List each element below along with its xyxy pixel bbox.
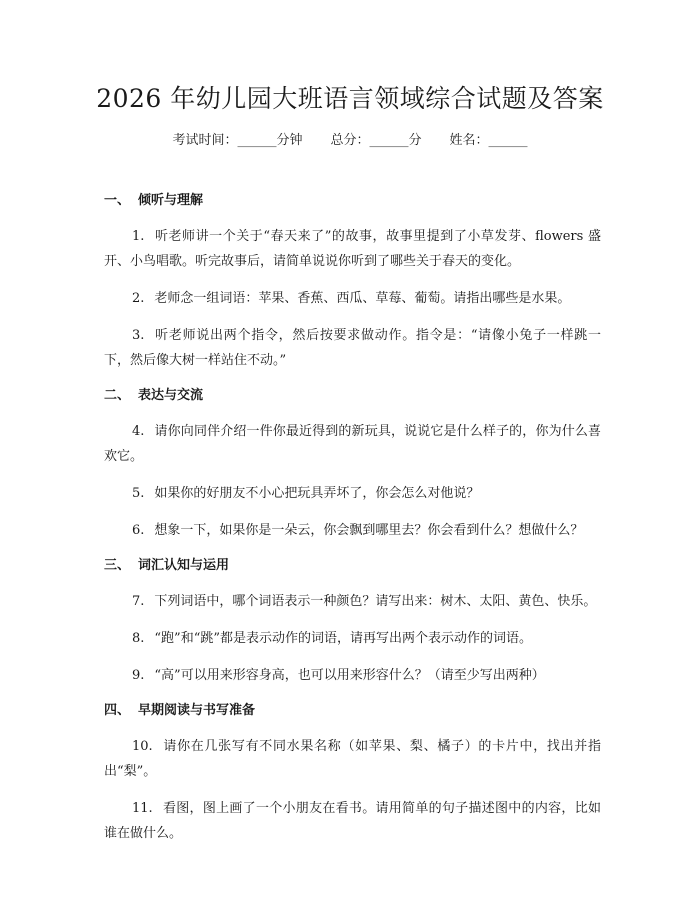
question-text: 请你在几张写有不同水果名称（如苹果、梨、橘子）的卡片中，找出并指出“梨”。 bbox=[104, 739, 601, 779]
section-number: 一、 bbox=[104, 193, 131, 208]
question-number: 8. bbox=[132, 631, 145, 646]
question-text: 听老师说出两个指令，然后按要求做动作。指令是：“请像小兔子一样跳一下，然后像大树一样站住不动。” bbox=[104, 328, 601, 368]
question-text: 老师念一组词语：苹果、香蕉、西瓜、草莓、葡萄。请指出哪些是水果。 bbox=[154, 291, 571, 306]
section-heading bbox=[104, 190, 601, 212]
question-text: “高”可以用来形容身高，也可以用来形容什么？（请至少写出两种） bbox=[154, 668, 545, 683]
question bbox=[104, 518, 601, 543]
question-text: 看图，图上画了一个小朋友在看书。请用简单的句子描述图中的内容，比如谁在做什么。 bbox=[104, 801, 601, 841]
question bbox=[104, 481, 601, 506]
section-heading bbox=[104, 385, 601, 407]
question bbox=[104, 419, 601, 469]
question bbox=[104, 589, 601, 614]
question-text: 想象一下，如果你是一朵云，你会飘到哪里去？你会看到什么？想做什么？ bbox=[154, 523, 584, 538]
section-number: 四、 bbox=[104, 703, 131, 718]
question bbox=[104, 323, 601, 373]
question bbox=[104, 734, 601, 784]
question bbox=[104, 796, 601, 846]
question-number: 3. bbox=[132, 328, 145, 343]
question bbox=[104, 286, 601, 311]
question-text: 听老师讲一个关于“春天来了”的故事，故事里提到了小草发芽、flowers 盛开、小鸟唱歌。听完故事后，请简单说说你听到了哪些关于春天的变化。 bbox=[104, 229, 601, 269]
question bbox=[104, 224, 601, 274]
exam-time-label: 考试时间：______分钟 bbox=[172, 133, 303, 148]
question-number: 1. bbox=[132, 229, 145, 244]
exam-content bbox=[104, 190, 601, 858]
question-number: 5. bbox=[132, 486, 145, 501]
question-number: 11. bbox=[132, 801, 153, 816]
student-name-label: 姓名：______ bbox=[449, 133, 528, 148]
question-number: 9. bbox=[132, 668, 145, 683]
question-text: “跑”和“跳”都是表示动作的词语，请再写出两个表示动作的词语。 bbox=[154, 631, 532, 646]
question-number: 2. bbox=[132, 291, 145, 306]
question-text: 如果你的好朋友不小心把玩具弄坏了，你会怎么对他说？ bbox=[154, 486, 480, 501]
exam-info-line bbox=[0, 132, 700, 150]
section-title: 词汇认知与运用 bbox=[138, 558, 230, 573]
question-text: 请你向同伴介绍一件你最近得到的新玩具，说说它是什么样子的，你为什么喜欢它。 bbox=[104, 424, 601, 464]
section-title: 表达与交流 bbox=[138, 388, 204, 403]
section-heading bbox=[104, 555, 601, 577]
section-title: 倾听与理解 bbox=[138, 193, 204, 208]
section-number: 三、 bbox=[104, 558, 131, 573]
question bbox=[104, 663, 601, 688]
question-text: 下列词语中，哪个词语表示一种颜色？请写出来：树木、太阳、黄色、快乐。 bbox=[154, 594, 597, 609]
question bbox=[104, 626, 601, 651]
page-title: 2026 年幼儿园大班语言领域综合试题及答案 bbox=[96, 84, 604, 113]
question-number: 7. bbox=[132, 594, 145, 609]
section-title: 早期阅读与书写准备 bbox=[138, 703, 256, 718]
total-score-label: 总分：______分 bbox=[330, 133, 422, 148]
question-number: 6. bbox=[132, 523, 145, 538]
question-number: 10. bbox=[132, 739, 153, 754]
section-heading bbox=[104, 700, 601, 722]
section-number: 二、 bbox=[104, 388, 131, 403]
question-number: 4. bbox=[132, 424, 145, 439]
